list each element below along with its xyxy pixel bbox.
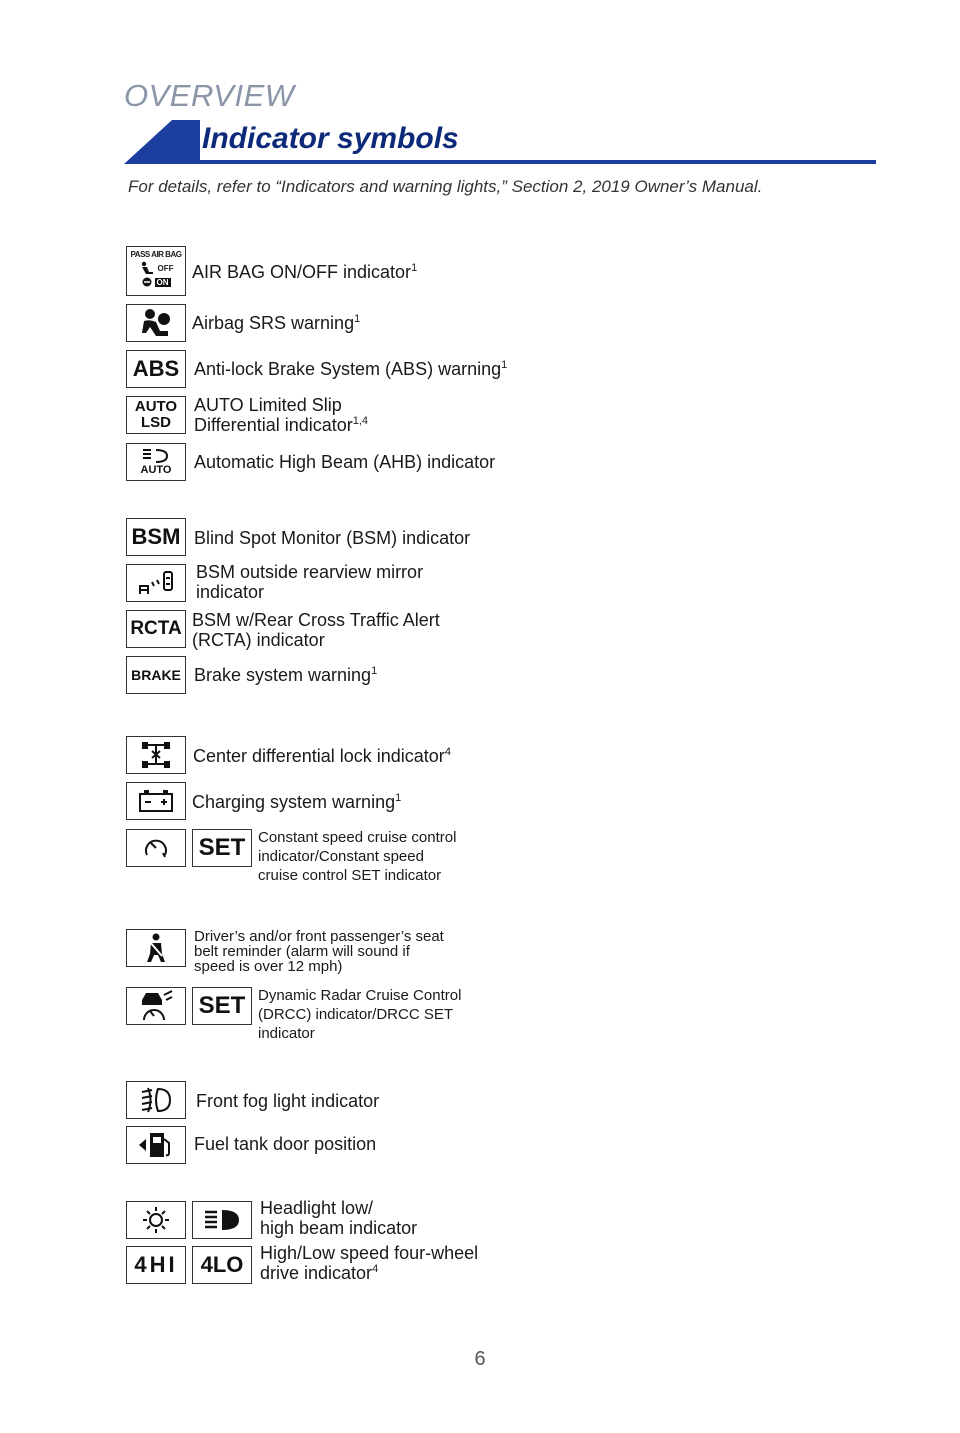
charging-label: Charging system warning$^1$	[192, 792, 402, 812]
auto-lsd-icon	[126, 396, 186, 434]
fog-light-icon	[138, 1086, 174, 1114]
headlight-label	[260, 1198, 417, 1238]
airbag-srs-label: Airbag SRS warning$^1$	[192, 313, 361, 333]
auto-lsd-label	[194, 395, 368, 435]
drcc-label-line2: (DRCC) indicator/DRCC SET	[258, 1006, 454, 1023]
abs-icon-text: ABS	[132, 356, 180, 381]
section-label: OVERVIEW	[124, 78, 295, 113]
drcc-set-text: SET	[198, 992, 246, 1019]
bsm-mirror-label-line2: indicator	[196, 582, 265, 602]
drivetrain-lock-icon	[138, 739, 174, 771]
bsm-icon-text: BSM	[131, 524, 181, 549]
airbag-off-row	[139, 261, 174, 275]
bsm-mirror-label	[196, 562, 423, 602]
four-wd-label-line1: High/Low speed four-wheel	[260, 1243, 479, 1263]
seatbelt-label-line2: belt reminder (alarm will sound if	[194, 943, 410, 960]
cruise-set-icon	[192, 829, 252, 867]
seated-person-airbag-icon	[136, 307, 176, 339]
cruise-label-line1: Constant speed cruise control	[258, 829, 457, 846]
auto-lsd-label-line1: AUTO Limited Slip	[194, 395, 342, 415]
four-wd-label	[260, 1243, 478, 1283]
title-bar	[124, 120, 876, 166]
bsm-icon	[126, 518, 186, 556]
page-number: 6	[474, 1348, 486, 1370]
drcc-label	[258, 986, 461, 1043]
cruise-set-text: SET	[198, 834, 246, 861]
cruise-label-line2: indicator/Constant speed	[258, 848, 424, 865]
high-beam-solid-icon	[202, 1207, 242, 1233]
seatbelt-reminder-icon	[141, 932, 171, 964]
four-lo-icon	[192, 1246, 252, 1284]
center-diff-label: Center differential lock indicator$^4$	[193, 746, 451, 766]
rcta-label-line2: (RCTA) indicator	[192, 630, 325, 650]
brake-label: Brake system warning$^1$	[194, 665, 378, 685]
page-title: Indicator symbols	[202, 122, 459, 155]
cruise-label-line3: cruise control SET indicator	[258, 867, 442, 884]
rcta-label-line1: BSM w/Rear Cross Traffic Alert	[192, 610, 440, 630]
speedometer-icon	[141, 835, 171, 861]
bsm-mirror-icon	[126, 564, 186, 602]
four-hi-text: 4HI	[134, 1252, 178, 1277]
brake-icon-text: BRAKE	[131, 667, 181, 683]
drcc-icon	[126, 987, 186, 1025]
ahb-icon	[126, 443, 186, 481]
airbag-small-icon	[142, 277, 152, 287]
auto-lsd-icon-line2: LSD	[141, 414, 171, 431]
bsm-label: Blind Spot Monitor (BSM) indicator	[194, 528, 471, 548]
headlight-label-line2: high beam indicator	[260, 1218, 418, 1238]
airbag-onoff-label: AIR BAG ON/OFF indicator$^1$	[192, 262, 418, 282]
cruise-label	[258, 828, 456, 885]
title-rule	[172, 160, 876, 164]
drcc-label-line1: Dynamic Radar Cruise Control	[258, 987, 462, 1004]
high-beam-icon	[141, 448, 171, 464]
airbag-srs-icon	[126, 304, 186, 342]
ahb-label: Automatic High Beam (AHB) indicator	[194, 452, 496, 472]
intro-text: For details, refer to “Indicators and warning lights,” Section 2, 2019 Owner’s Manual.	[128, 177, 763, 196]
cruise-icon	[126, 829, 186, 867]
seatbelt-label-line3: speed is over 12 mph)	[194, 958, 343, 975]
seatbelt-label-line1: Driver’s and/or front passenger’s seat	[194, 928, 444, 945]
mirror-indicator-icon	[134, 568, 178, 598]
front-fog-icon	[126, 1081, 186, 1119]
passenger-seat-icon	[139, 261, 155, 275]
sun-headlight-icon	[141, 1205, 171, 1235]
airbag-on-text: ON	[156, 277, 169, 287]
brake-icon	[126, 656, 186, 694]
abs-icon	[126, 350, 186, 388]
drcc-set-icon	[192, 987, 252, 1025]
charging-icon	[126, 782, 186, 820]
four-wd-label-line2: drive indicator$^4$	[260, 1263, 379, 1283]
rcta-label	[192, 610, 440, 650]
radar-cruise-icon	[134, 990, 178, 1022]
front-fog-label: Front fog light indicator	[196, 1091, 380, 1111]
drcc-label-line3: indicator	[258, 1025, 315, 1042]
rcta-icon	[126, 610, 186, 648]
auto-lsd-icon-line1: AUTO	[134, 398, 178, 415]
abs-label: Anti-lock Brake System (ABS) warning$^1$	[194, 359, 508, 379]
headlight-low-icon	[126, 1201, 186, 1239]
airbag-on-row	[142, 277, 171, 287]
seatbelt-label	[194, 929, 444, 974]
airbag-onoff-icon	[126, 246, 186, 296]
center-diff-icon	[126, 736, 186, 774]
fuel-door-icon	[126, 1126, 186, 1164]
four-hi-icon	[126, 1246, 186, 1284]
auto-lsd-label-line2: Differential indicator$^{1,4}$	[194, 415, 369, 435]
rcta-icon-text: RCTA	[130, 618, 182, 639]
fuel-door-label: Fuel tank door position	[194, 1134, 377, 1154]
ahb-icon-text: AUTO	[140, 464, 172, 476]
bsm-mirror-label-line1: BSM outside rearview mirror	[196, 562, 424, 582]
fuel-pump-icon	[136, 1129, 176, 1161]
headlight-label-line1: Headlight low/	[260, 1198, 374, 1218]
headlight-high-icon	[192, 1201, 252, 1239]
airbag-off-text: OFF	[157, 263, 174, 273]
airbag-icon-line1: PASS AIR BAG	[130, 250, 182, 259]
seatbelt-icon	[126, 929, 186, 967]
battery-icon	[136, 788, 176, 814]
four-lo-text: 4LO	[200, 1252, 244, 1277]
title-tab	[124, 120, 200, 164]
